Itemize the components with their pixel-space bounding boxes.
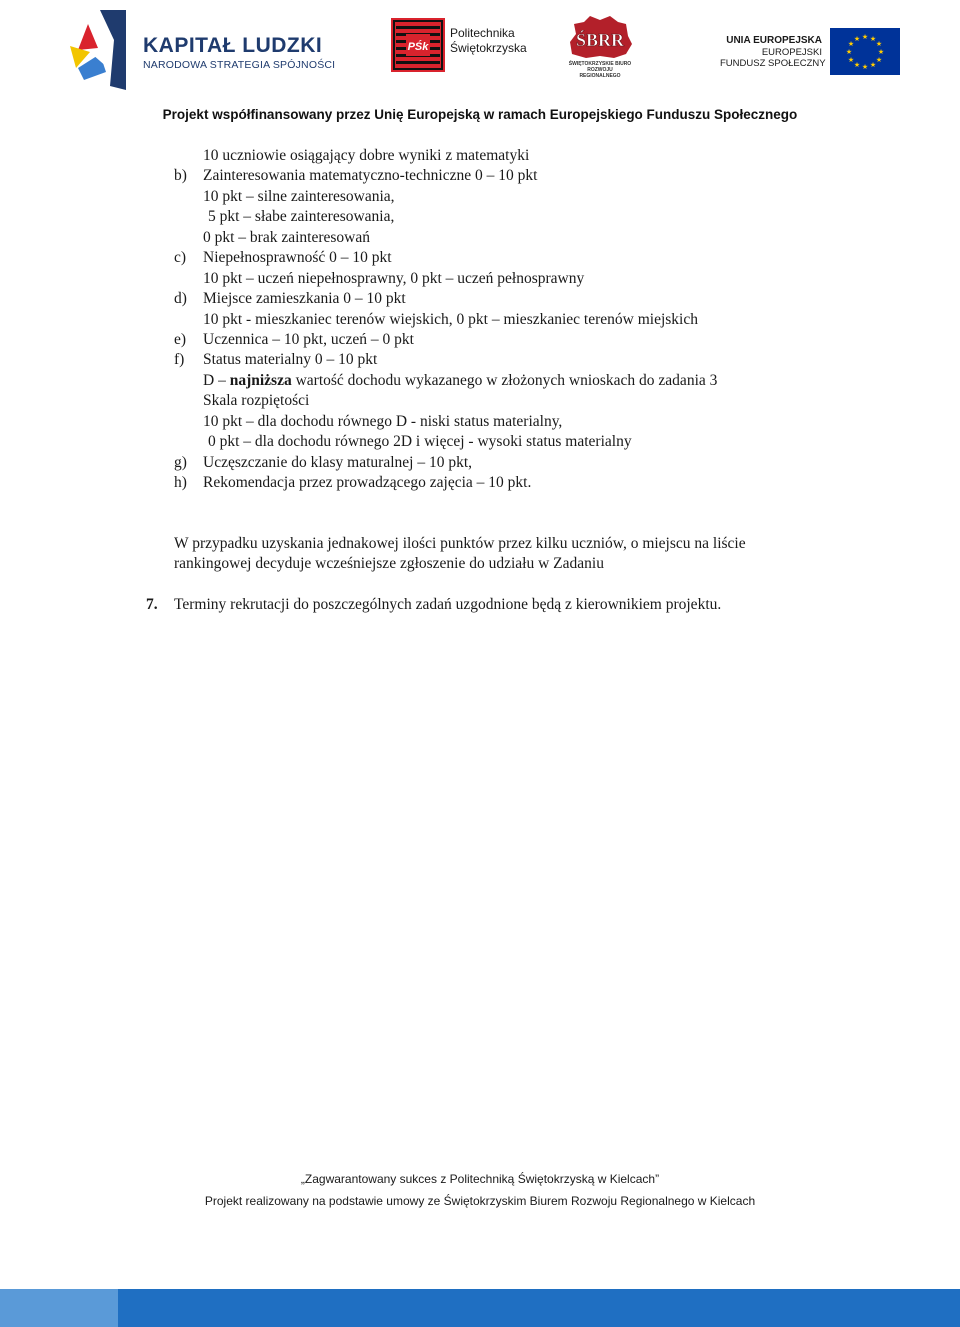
body-line: 10 pkt – uczeń niepełnosprawny, 0 pkt – uczeń pełnosprawny — [203, 270, 585, 287]
body-line: 5 pkt – słabe zainteresowania, — [208, 208, 395, 225]
body-line: 10 pkt – dla dochodu równego D - niski status materialny, — [203, 413, 563, 430]
sbrr-subtitle — [566, 61, 634, 79]
project-cofinancing-line: Projekt współfinansowany przez Unię Europejską w ramach Europejskiego Funduszu Społecznego — [162, 107, 798, 122]
svg-text:★: ★ — [877, 48, 885, 56]
list-text: Miejsce zamieszkania 0 – 10 pkt — [203, 290, 406, 307]
list-text: Niepełnosprawność 0 – 10 pkt — [203, 249, 392, 266]
svg-text:★: ★ — [847, 40, 855, 48]
svg-text:★: ★ — [847, 56, 855, 64]
kapital-ludzki-subtitle: NARODOWA STRATEGIA SPÓJNOŚCI — [143, 59, 336, 71]
eu-flag-icon — [830, 28, 900, 75]
paragraph-line: rankingowej decyduje wcześniejsze zgłoszenie do udziału w Zadaniu — [174, 555, 604, 572]
svg-text:★: ★ — [861, 33, 869, 41]
eu-line1: UNIA EUROPEJSKA — [726, 35, 822, 46]
body-line: 10 pkt - mieszkaniec terenów wiejskich, 0 pkt – mieszkaniec terenów miejskich — [203, 311, 698, 328]
politechnika-logo-icon — [391, 18, 445, 72]
svg-text:PŚk: PŚk — [407, 41, 429, 53]
body-line: 0 pkt – brak zainteresowań — [203, 229, 370, 246]
svg-text:★: ★ — [845, 48, 853, 56]
eu-line2: EUROPEJSKI — [761, 47, 822, 58]
politechnika-line2: Świętokrzyska — [450, 41, 527, 55]
list-label: c) — [174, 249, 187, 266]
body-line: Skala rozpiętości — [203, 392, 310, 409]
list-text: Uczęszczanie do klasy maturalnej – 10 pkt, — [203, 454, 472, 471]
body-line-definition — [203, 371, 717, 391]
list-text: Uczennica – 10 pkt, uczeń – 0 pkt — [203, 331, 414, 348]
svg-text:★: ★ — [875, 40, 883, 48]
svg-text:★: ★ — [853, 61, 861, 69]
sbrr-sub-line2: ROZWOJU REGIONALNEGO — [579, 67, 621, 79]
text-run: wartość dochodu wykazanego w złożonych wnioskach do zadania 3 — [291, 372, 718, 389]
text-run: D – — [203, 372, 230, 389]
svg-text:★: ★ — [869, 61, 877, 69]
kapital-ludzki-logo-icon — [70, 10, 126, 90]
list-text: Status materialny 0 – 10 pkt — [203, 351, 378, 368]
list-label: f) — [174, 351, 185, 368]
paragraph-line: W przypadku uzyskania jednakowej ilości punktów przez kilku uczniów, o miejscu na liście — [174, 535, 746, 552]
footer-project-title: „Zagwarantowany sukces z Politechniką Świętokrzyską w Kielcach” — [300, 1172, 660, 1186]
body-line: 10 pkt – silne zainteresowania, — [203, 188, 395, 205]
item-text: Terminy rekrutacji do poszczególnych zadań uzgodnione będą z kierownikiem projektu. — [174, 596, 722, 613]
footer-agreement-note: Projekt realizowany na podstawie umowy ze Świętokrzyskim Biurem Rozwoju Regionalnego w Kielcach — [204, 1194, 756, 1208]
eu-logo-text — [720, 34, 826, 69]
svg-text:★: ★ — [861, 63, 869, 71]
politechnika-name — [450, 26, 527, 56]
svg-text:★: ★ — [875, 56, 883, 64]
list-label: h) — [174, 474, 187, 491]
list-text: Zainteresowania matematyczno-techniczne 0 – 10 pkt — [203, 167, 538, 184]
politechnika-line1: Politechnika — [450, 26, 515, 40]
eu-line3: FUNDUSZ SPOŁECZNY — [720, 58, 826, 69]
list-label: d) — [174, 290, 187, 307]
body-line-top: 10 uczniowie osiągający dobre wyniki z matematyki — [203, 147, 530, 164]
list-label: g) — [174, 454, 187, 471]
item-number: 7. — [146, 596, 158, 613]
body-line: 0 pkt – dla dochodu równego 2D i więcej - wysoki status materialny — [208, 433, 632, 450]
kapital-ludzki-title: KAPITAŁ LUDZKI — [143, 34, 323, 57]
sbrr-logo-icon — [566, 14, 634, 60]
sbrr-sub-line1: ŚWIĘTOKRZYSKIE BIURO — [568, 61, 632, 67]
svg-text:ŚBRR: ŚBRR — [575, 30, 625, 50]
list-label: e) — [174, 331, 187, 348]
list-text: Rekomendacja przez prowadzącego zajęcia – 10 pkt. — [203, 474, 532, 491]
logo-bar — [0, 0, 960, 100]
bold-text: najniższa — [229, 372, 292, 389]
bottom-color-bar-accent — [0, 1289, 118, 1327]
svg-text:★: ★ — [869, 35, 877, 43]
svg-text:★: ★ — [853, 35, 861, 43]
bottom-color-bar — [0, 1289, 960, 1327]
list-label: b) — [174, 167, 187, 184]
